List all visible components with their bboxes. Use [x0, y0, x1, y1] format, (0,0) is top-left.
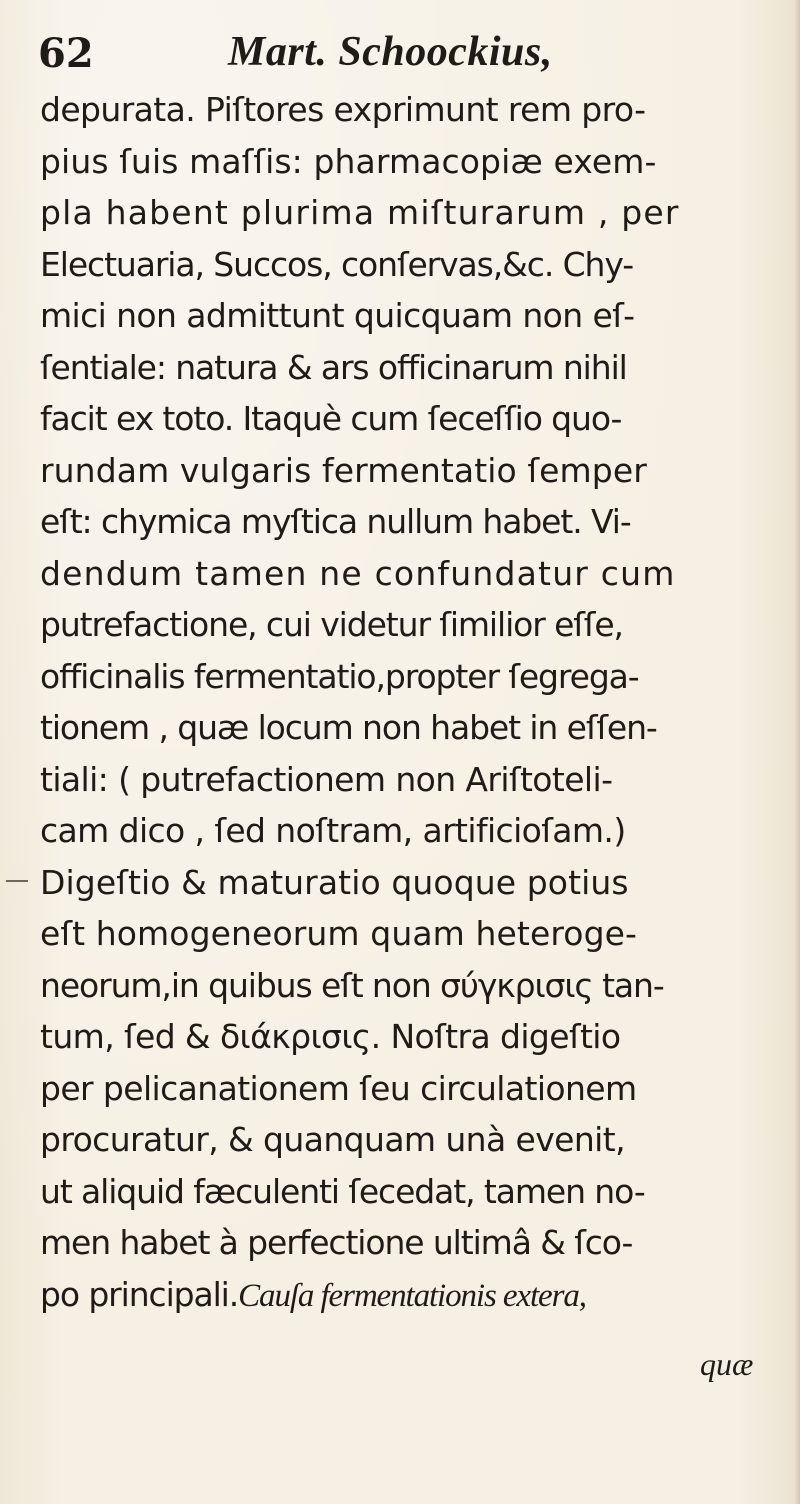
text-line-last	[40, 1269, 780, 1321]
margin-mark	[6, 880, 28, 882]
text-line: men habet à perfectione ultimâ & ſco-	[40, 1223, 633, 1262]
text-line: tionem , quæ locum non habet in eſſen-	[40, 708, 657, 747]
text-line: Digeſtio & maturatio quoque potius	[40, 862, 629, 902]
text-line: neorum,in quibus eſt non σύγκρισις tan-	[40, 965, 664, 1005]
page-number: 62	[38, 30, 94, 77]
text-line: tiali: ( putrefactionem non Ariſtoteli-	[40, 759, 613, 799]
catchword: quæ	[700, 1346, 754, 1382]
text-line: procuratur, & quanquam unà evenit,	[40, 1120, 625, 1159]
text-line: pius ſuis maſſis: pharmacopiæ exem-	[40, 141, 657, 181]
text-line: rundam vulgaris fermentatio ſemper	[40, 450, 647, 490]
text-line: tum, ſed & διάκρισις. Noſtra digeſtio	[40, 1017, 621, 1056]
text-line: putrefactione, cui videtur ſimilior eſſe,	[40, 605, 623, 644]
running-head: Mart. Schoockius,	[228, 29, 553, 75]
page-edge-shadow	[794, 0, 800, 1504]
text-line: facit ex toto. Itaquè cum ſeceſſio quo-	[40, 399, 622, 438]
text-line: dendum tamen ne confundatur cum	[40, 553, 676, 593]
text-line: cam dico , ſed noſtram, artificioſam.)	[40, 811, 626, 850]
text-line: ut aliquid fæculenti ſecedat, tamen no-	[40, 1171, 645, 1211]
text-line: pla habent plurima miſturarum , per	[40, 193, 680, 232]
last-line-roman: po principali.	[40, 1274, 239, 1314]
last-line-italic: Cauſa fermentationis extera,	[238, 1277, 586, 1314]
text-line: depurata. Piſtores exprimunt rem pro-	[40, 90, 646, 129]
page-header	[38, 22, 778, 84]
text-line: per pelicanationem ſeu circulationem	[40, 1068, 637, 1108]
text-line: ſentiale: natura & ars officinarum nihil	[40, 347, 627, 387]
text-line: eſt: chymica myſtica nullum habet. Vi-	[40, 502, 631, 541]
text-line: eſt homogeneorum quam heteroge-	[40, 914, 638, 953]
body-text	[40, 84, 780, 1320]
text-line: mici non admittunt quicquam non eſ-	[40, 296, 635, 335]
text-line: officinalis fermentatio,propter ſegrega-	[40, 656, 639, 696]
text-line: Electuaria, Succos, conſervas,&c. Chy-	[40, 244, 634, 284]
